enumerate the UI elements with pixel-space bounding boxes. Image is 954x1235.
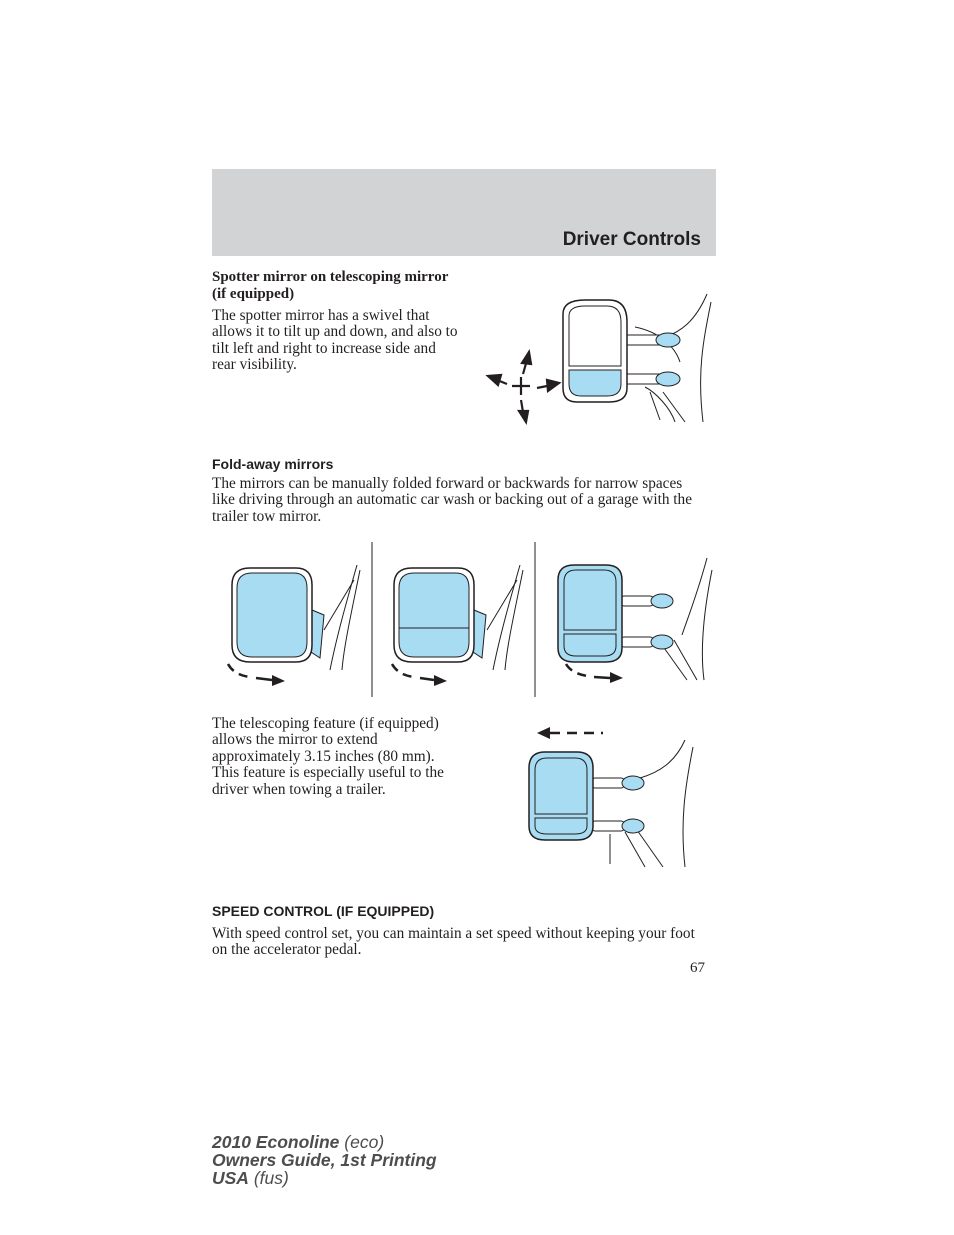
fold-away-mirrors-illustration — [212, 540, 716, 700]
fold-panel-2 — [392, 565, 523, 686]
spotter-mirror-illustration — [485, 292, 717, 427]
speed-control-body: With speed control set, you can maintain a set speed without keeping your foot on the accelerator pedal. — [212, 925, 695, 959]
page-number: 67 — [690, 960, 705, 976]
section-title: Driver Controls — [562, 229, 701, 250]
section-header-band — [212, 169, 716, 256]
footer-model: 2010 Econoline — [212, 1132, 340, 1152]
fold-panel-1 — [228, 565, 360, 686]
fold-away-body: The mirrors can be manually folded forward or backwards for narrow spaces like driving through an automatic car wash or backing out of a garage with the trailer tow mirror. — [212, 475, 692, 525]
fold-panel-3 — [558, 558, 712, 683]
spotter-mirror-heading: Spotter mirror on telescoping mirror (if equipped) — [212, 269, 449, 302]
footer-guide: Owners Guide, 1st Printing — [212, 1150, 437, 1170]
spotter-mirror-body: The spotter mirror has a swivel that allows it to tilt up and down, and also to tilt left and right to increase side and rear visibility. — [212, 307, 458, 374]
fold-away-heading: Fold-away mirrors — [212, 456, 334, 472]
telescoping-mirror-illustration — [525, 722, 700, 872]
speed-control-heading: SPEED CONTROL (IF EQUIPPED) — [212, 903, 435, 919]
footer-model-code: (eco) — [344, 1132, 385, 1152]
telescoping-body: The telescoping feature (if equipped) allows the mirror to extend approximately 3.15 inches (80 mm). This feature is especially useful to the driver when towing a trailer. — [212, 715, 444, 798]
footer-market-code: (fus) — [253, 1168, 289, 1188]
footer-market: USA — [212, 1168, 249, 1188]
document-footer — [212, 1133, 437, 1187]
